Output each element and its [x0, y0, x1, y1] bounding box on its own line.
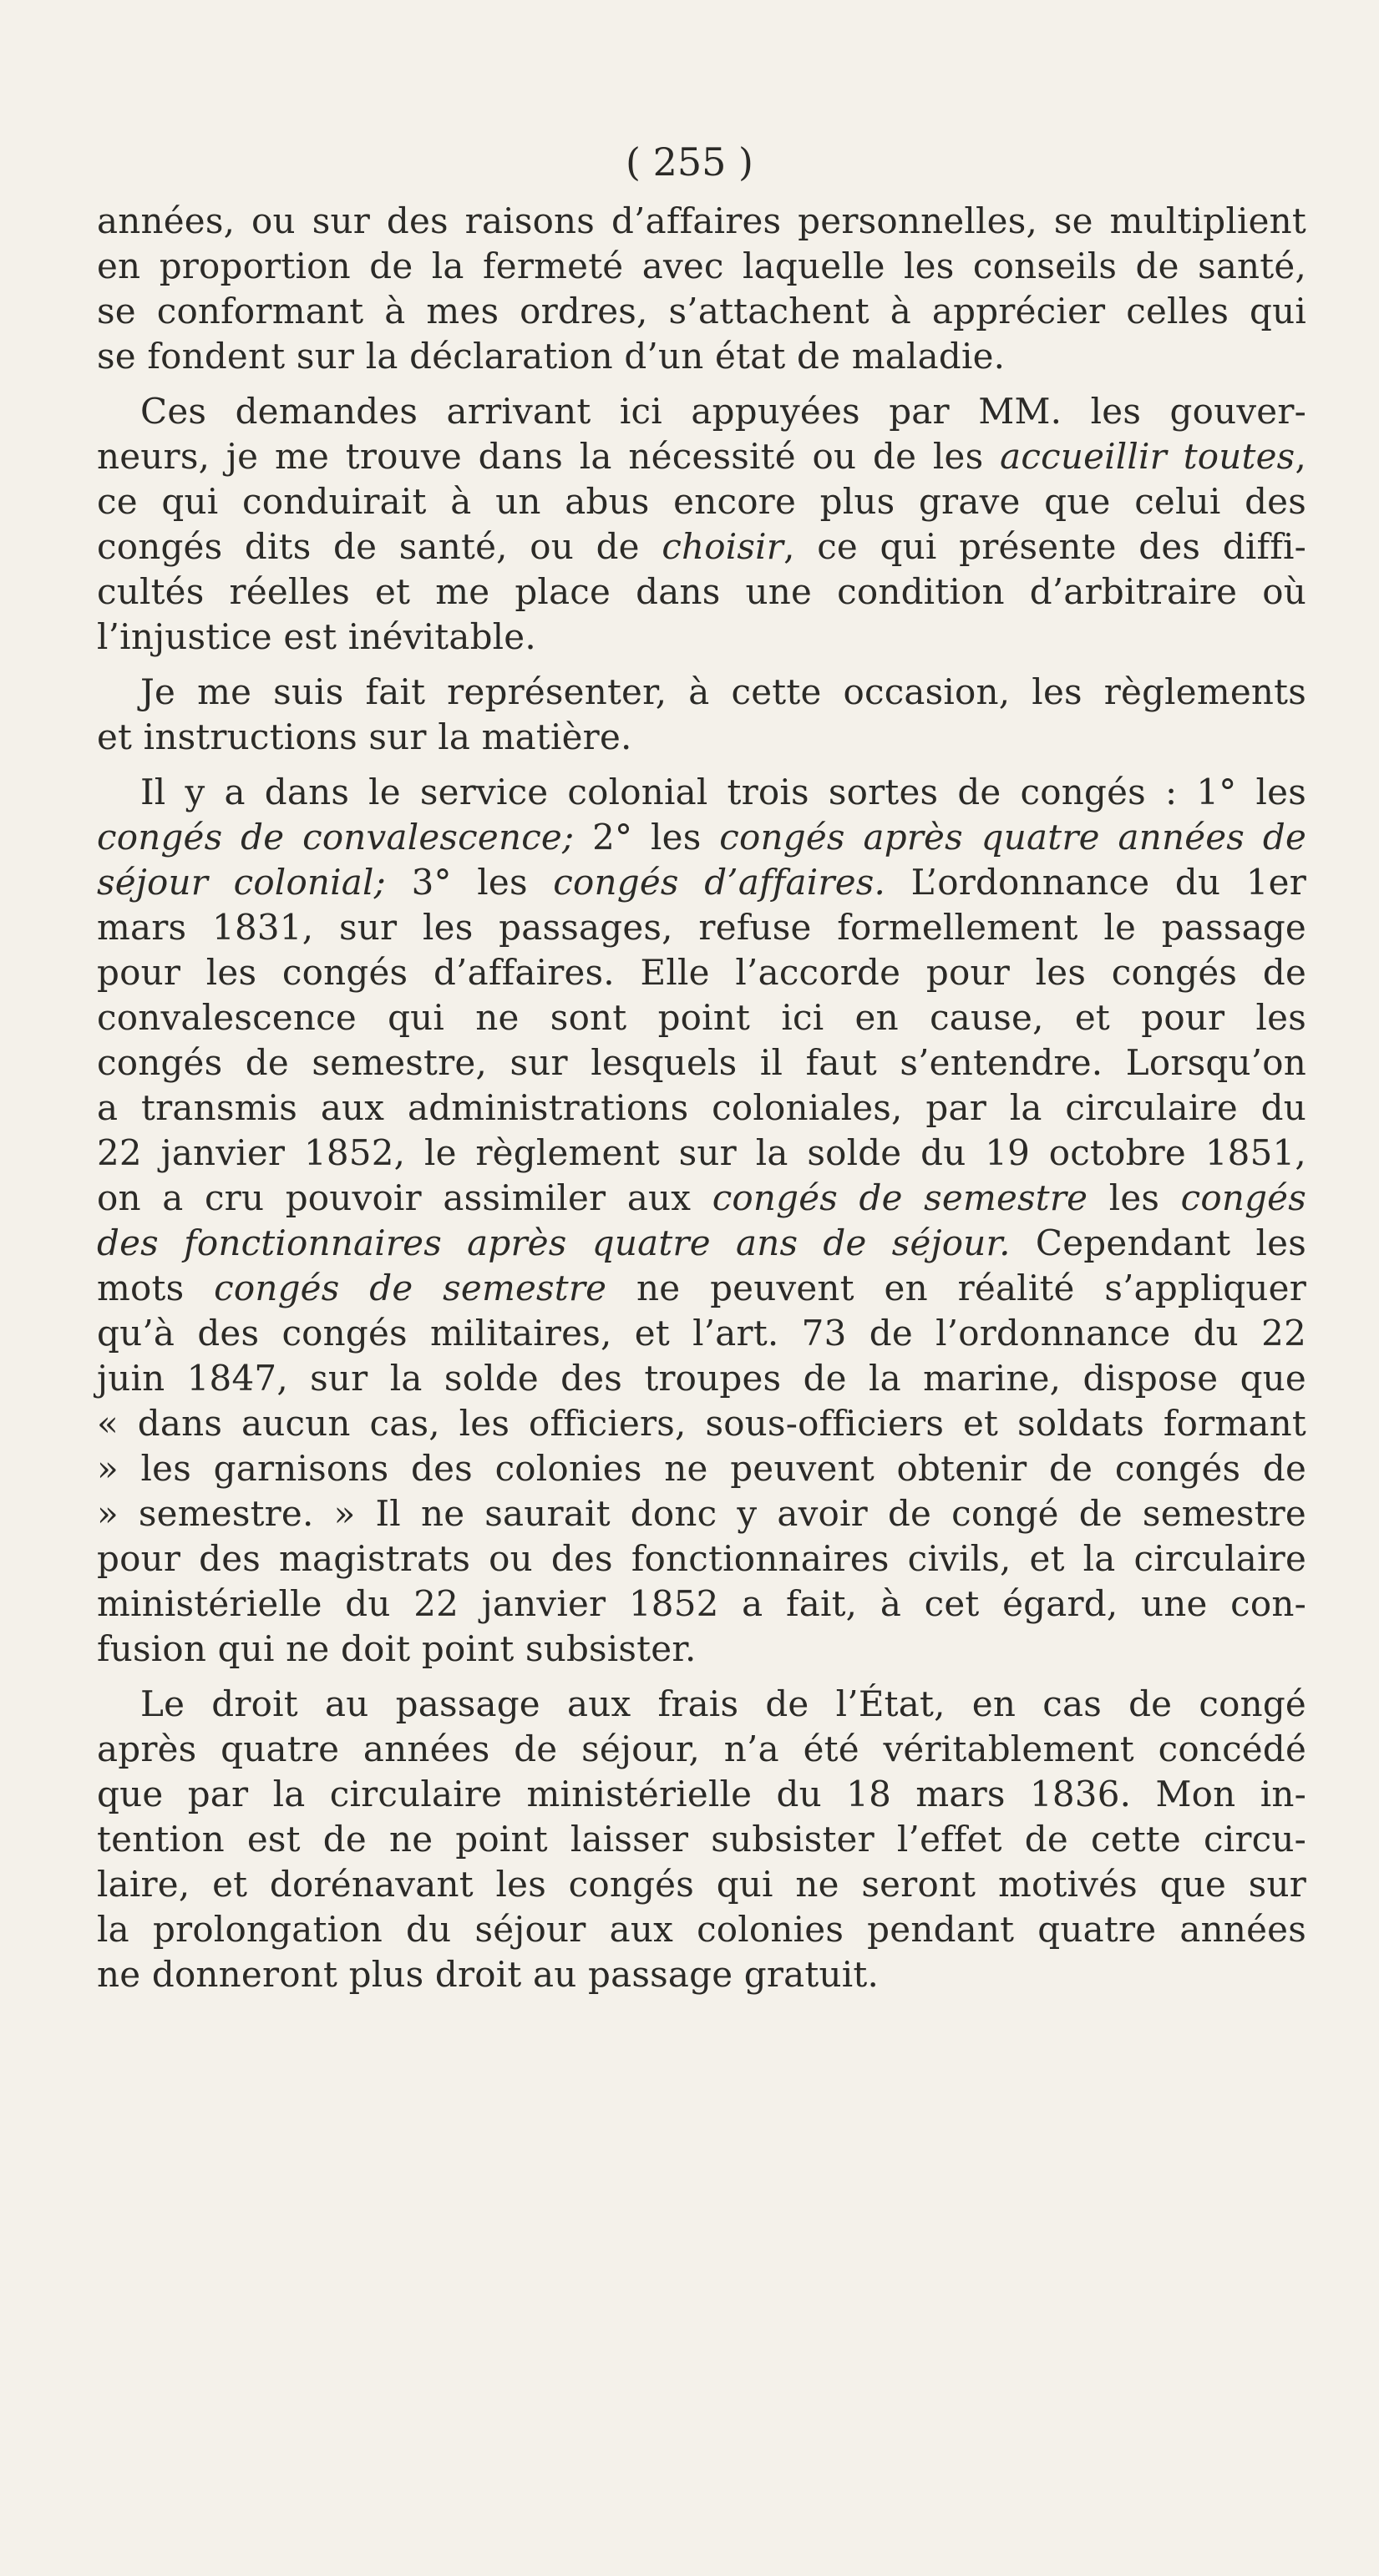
text-segment: 2° les — [574, 817, 720, 858]
body-text — [97, 199, 1306, 1997]
text-segment: mots — [97, 1268, 215, 1308]
text-line: se conformant à mes ordres, s’attachent à apprécier celles qui — [97, 291, 1306, 331]
text-line: fusion qui ne doit point subsister. — [97, 1628, 697, 1669]
text-segment: 3° les — [386, 862, 554, 903]
text-segment: ce qui conduirait à un abus encore plus grave que celui des — [97, 481, 1306, 522]
text-segment: Cependant les — [1010, 1222, 1306, 1263]
paragraph-gap — [97, 760, 1306, 770]
text-segment: congés dits de santé, ou de — [97, 526, 662, 567]
text-line: Il y a dans le service colonial trois sortes de congés : 1° les — [140, 772, 1306, 812]
paragraph-gap — [97, 1672, 1306, 1682]
text-line — [97, 815, 1306, 860]
text-line: ne donneront plus droit au passage gratuit. — [97, 1954, 880, 1995]
text-line: a transmis aux administrations coloniales, par la circulaire du — [97, 1087, 1306, 1128]
text-segment: ne peuvent en réalité s’appliquer — [606, 1268, 1306, 1308]
text-segment: accueillir toutes — [1000, 436, 1295, 477]
paragraph — [97, 670, 1306, 760]
text-line — [97, 479, 1306, 524]
text-line: années, ou sur des raisons d’affaires personnelles, se multiplient — [97, 200, 1306, 241]
text-line — [97, 1176, 1306, 1221]
text-line: Je me suis fait représenter, à cette occasion, les règlements — [140, 671, 1306, 712]
text-line: que par la circulaire ministérielle du 18 mars 1836. Mon in- — [97, 1774, 1306, 1814]
text-line: 22 janvier 1852, le règlement sur la solde du 19 octobre 1851, — [97, 1132, 1306, 1173]
paragraph — [97, 1682, 1306, 1997]
text-line: et instructions sur la matière. — [97, 716, 632, 757]
paragraph — [97, 389, 1306, 660]
text-line — [97, 434, 1306, 479]
text-line: qu’à des congés militaires, et l’art. 73 de l’ordonnance du 22 — [97, 1313, 1306, 1354]
paragraph — [97, 770, 1306, 1672]
text-line: Ces demandes arrivant ici appuyées par MM. les gouver- — [140, 391, 1306, 432]
text-line: en proportion de la fermeté avec laquelle les conseils de santé, — [97, 245, 1306, 286]
page-number: ( 255 ) — [626, 139, 753, 185]
text-line: tention est de ne point laisser subsister l’effet de cette circu- — [97, 1819, 1306, 1860]
text-line: cultés réelles et me place dans une condition d’arbitraire où — [97, 571, 1306, 612]
text-line: » semestre. » Il ne saurait donc y avoir de congé de semestre — [97, 1493, 1306, 1534]
text-segment: des fonctionnaires après quatre ans de séjour. — [97, 1222, 1011, 1263]
text-line: pour des magistrats ou des fonctionnaires civils, et la circulaire — [97, 1538, 1306, 1579]
text-line: « dans aucun cas, les officiers, sous-officiers et soldats formant — [97, 1403, 1306, 1444]
text-segment: congés de convalescence; — [97, 817, 575, 858]
text-line: congés de semestre, sur lesquels il faut s’entendre. Lorsqu’on — [97, 1042, 1306, 1083]
text-segment: congés — [1180, 1177, 1306, 1218]
text-line: après quatre années de séjour, n’a été véritablement concédé — [97, 1728, 1306, 1769]
text-line — [97, 524, 1306, 569]
text-line: Le droit au passage aux frais de l’État, en cas de congé — [140, 1683, 1306, 1724]
text-line: convalescence qui ne sont point ici en cause, et pour les — [97, 997, 1306, 1038]
text-line — [97, 860, 1306, 905]
text-segment: on a cru pouvoir assimiler aux — [97, 1177, 712, 1218]
text-segment: congés après quatre années de — [719, 817, 1306, 858]
text-segment: les — [1087, 1177, 1181, 1218]
text-line: l’injustice est inévitable. — [97, 616, 536, 657]
text-line: pour les congés d’affaires. Elle l’accorde pour les congés de — [97, 952, 1306, 993]
paragraph-gap — [97, 660, 1306, 670]
text-segment: , — [1295, 436, 1306, 477]
text-line: ministérielle du 22 janvier 1852 a fait, à cet égard, une con- — [97, 1583, 1306, 1624]
paragraph — [97, 199, 1306, 379]
text-line: la prolongation du séjour aux colonies pendant quatre années — [97, 1909, 1306, 1950]
text-segment: congés de semestre — [712, 1177, 1088, 1218]
text-segment: congés de semestre — [214, 1268, 607, 1308]
text-line: mars 1831, sur les passages, refuse formellement le passage — [97, 907, 1306, 948]
text-segment: , ce qui présente des diffi- — [783, 526, 1306, 567]
text-segment: neurs, je me trouve dans la nécessité ou de les — [97, 436, 1001, 477]
text-line: se fondent sur la déclaration d’un état de maladie. — [97, 336, 1006, 377]
text-segment: séjour colonial; — [97, 862, 387, 903]
text-line — [97, 1221, 1306, 1266]
text-line — [97, 1266, 1306, 1311]
text-segment: choisir — [662, 526, 784, 567]
text-line: laire, et dorénavant les congés qui ne seront motivés que sur — [97, 1864, 1306, 1905]
paragraph-gap — [97, 379, 1306, 389]
text-line: » les garnisons des colonies ne peuvent obtenir de congés de — [97, 1448, 1306, 1489]
text-segment: congés d’affaires. — [553, 862, 886, 903]
text-line: juin 1847, sur la solde des troupes de la marine, dispose que — [97, 1358, 1306, 1399]
text-segment: L’ordonnance du 1er — [885, 862, 1307, 903]
